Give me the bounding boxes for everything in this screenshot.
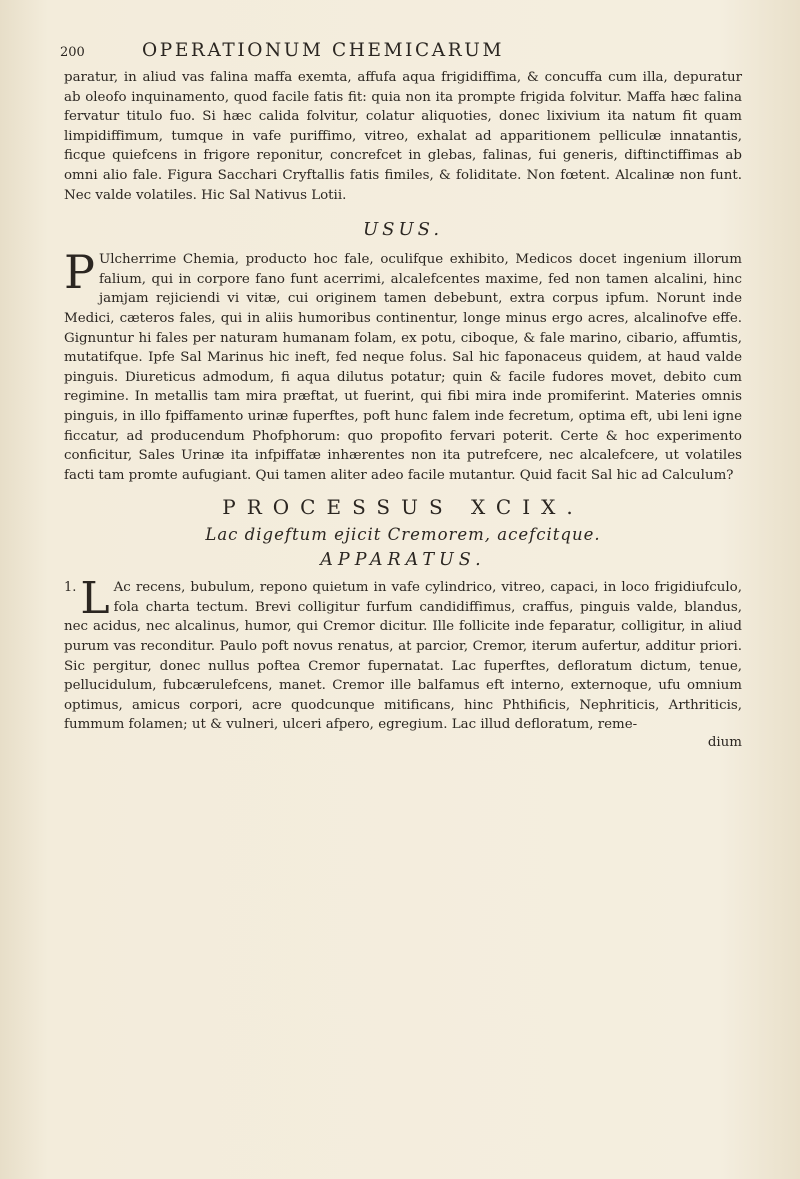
paragraph-apparatus (64, 573, 742, 735)
catchword: dium (707, 735, 742, 751)
drop-cap: L (80, 573, 110, 625)
paragraph-usus: PUlcherrime Chemia, producto hoc fale, oculifque exhibito, Medicos docet ingenium illorum falium, qui in corpore fano funt acerrimi, alcalefcentes maxime, fed non tamen alcalini, hinc jamjam rejiciendi vi vitæ, cui originem tamen debebunt, extra corpus ipfum. Norunt inde Medici, cæteros fales, qui in aliis humoribus continentur, longe minus ergo acres, alcalinofve effe. Gignuntur hi fales per naturam humanam folam, ex potu, ciboque, & fale marino, cibario, affumtis, mutatifque. Ipfe Sal Marinus hic ineft, fed neque folus. Sal hic faponaceus quidem, at haud valde pinguis. Diureticus admodum, fi aqua dilutus potatur; quin & facile fudores movet, debito cum regimine. In metallis tam mira præftat, ut fuerint, qui fibi mira inde promiferint. Materies omnis pinguis, in illo fpiffamento urinæ fuperftes, poft hunc falem inde fecretum, optima eft, ubi leni igne ficcatur, ad producendum Phofphorum: quo propofito fervari poterit. Certe & hoc experimento conficitur, Sales Urinæ ita infpiffatæ inhærentes non ita putrefcere, nec alcalefcere, ut volatiles facti tam promte aufugiant. Qui tamen aliter adeo facile mutantur. Quid facit Sal hic ad Calculum? (64, 245, 742, 483)
process-heading: PROCESSUS XCIX. (222, 495, 584, 520)
page-number: 200 (60, 45, 85, 60)
paragraph-continuation: paratur, in aliud vas falina maffa exemta, affufa aqua frigidiffima, & concuffa cum illa, depuratur ab oleofo inquinamento, quod facile fatis fit: quia non ita prompte frigida folvitur. Maffa hæc falina fervatur titulo fuo. Si hæc calida folvitur, colatur aliquoties, donec lixivium ita natum fit quam limpidiffimum, tumque in vafe puriffimo, vitreo, exhalat ad apparitionem pelliculæ innatantis, ficque quiefcens in frigore reponitur, concrefcet in glebas, falinas, fui generis, diftinctiffimas ab omni alio fale. Figura Sacchari Cryftallis fatis fimiles, & foliditate. Non fœtent. Alcalinæ non funt. Nec valde volatiles. Hic Sal Nativus Lotii. (64, 70, 742, 203)
page-header (60, 40, 742, 64)
paragraph-number: 1. (64, 580, 77, 596)
section-heading-apparatus: APPARATUS. (320, 550, 486, 571)
process-subtitle: Lac digeftum ejicit Cremorem, acefcitque. (205, 525, 601, 545)
running-head: OPERATIONUM CHEMICARUM (142, 40, 505, 61)
section-heading-usus: USUS. (362, 219, 444, 241)
paragraph-apparatus-text: Ac recens, bubulum, repono quietum in vafe cylindrico, vitreo, capaci, in loco frigidiufculo, fola charta tectum. Brevi colligitur furfum candidiffimus, craffus, pinguis valde, blandus, nec acidus, nec alcalinus, humor, qui Cremor dicitur. Ille follicite inde feparatur, colligitur, in aliud purum vas reconditur. Paulo poft novus renatus, at parcior, Cremor, iterum aufertur, additur priori. Sic pergitur, donec nullus poftea Cremor fupernatat. Lac fuperftes, defloratum dictum, tenue, pellucidulum, fubcærulefcens, manet. Cremor ille balfamus eft interno, externoque, ufu omnium optimus, amicus corpori, acre quodcunque mitificans, hinc Phthificis, Nephriticis, Arthriticis, fummum folamen; ut & vulneri, ulceri afpero, egregium. Lac illud defloratum, reme- (64, 580, 742, 733)
